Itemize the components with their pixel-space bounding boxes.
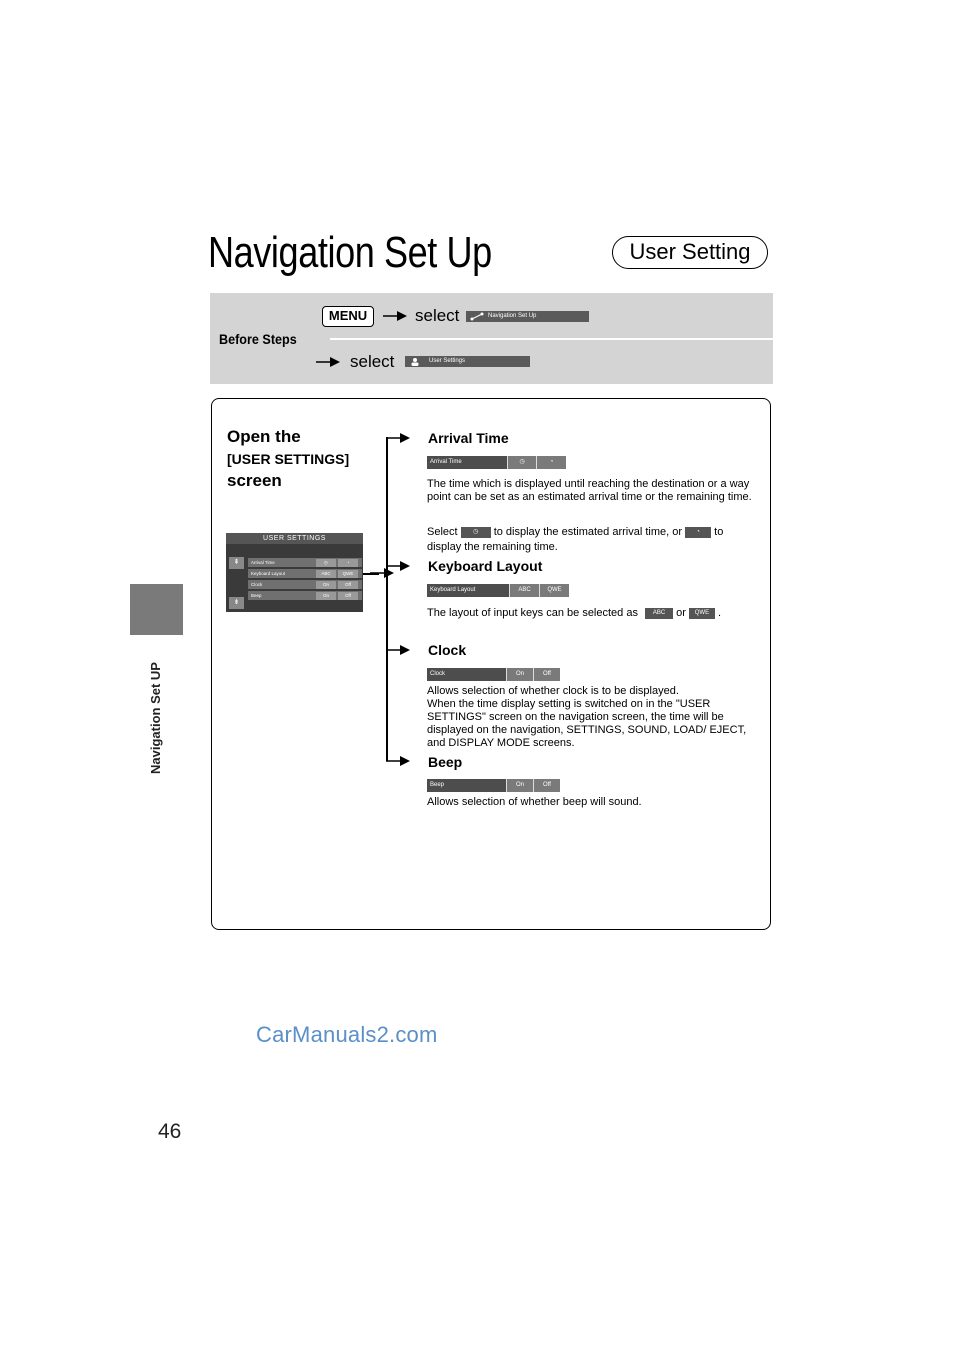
page-title: Navigation Set Up	[208, 228, 492, 277]
screen-opt: Off	[338, 592, 358, 600]
beep-text: Allows selection of whether beep will sound.	[427, 796, 642, 808]
scroll-down-icon: ⇟	[229, 597, 244, 609]
route-icon	[470, 312, 484, 321]
beep-on-option: On	[506, 779, 533, 792]
open-heading-line-1: Open the	[227, 427, 301, 446]
navigation-set-up-button-label: Navigation Set Up	[488, 313, 537, 319]
screen-opt: Off	[338, 581, 358, 589]
screen-opt: On	[316, 581, 336, 589]
screen-opt: ABC	[316, 570, 336, 578]
beep-title: Beep	[428, 754, 463, 770]
navigation-set-up-button	[466, 311, 589, 322]
branch-arrow-icon	[386, 432, 412, 444]
menu-key: MENU	[322, 306, 374, 327]
user-settings-screen	[226, 533, 363, 612]
remaining-clock-icon: ◔	[536, 456, 566, 469]
qwe-option: QWE	[539, 584, 569, 597]
open-heading-line-2: [USER SETTINGS]	[227, 451, 350, 467]
screen-opt: ◔	[338, 559, 358, 567]
open-heading-line-3: screen	[227, 471, 282, 490]
clock-on-option: On	[506, 668, 533, 681]
user-settings-screen-header: USER SETTINGS	[226, 533, 363, 544]
arrival-time-title: Arrival Time	[428, 430, 509, 446]
select-text-2: select	[350, 352, 395, 371]
page-number: 46	[158, 1120, 182, 1143]
step-arrow-icon	[383, 310, 409, 322]
step-arrow-icon	[316, 356, 342, 368]
user-icon	[410, 357, 420, 366]
branch-arrow-icon	[386, 644, 412, 656]
branch-arrow-icon	[386, 560, 412, 572]
clock-bar: Clock	[427, 668, 506, 681]
clock-title: Clock	[428, 642, 467, 658]
keyboard-layout-text: The layout of input keys can be selected as ABC or QWE .	[427, 607, 722, 619]
chapter-tab	[130, 584, 183, 635]
screen-row-clock: Clock	[248, 580, 362, 589]
screen-row-arrival: Arrival Time	[248, 558, 362, 567]
keyboard-layout-title: Keyboard Layout	[428, 558, 543, 574]
open-screen-heading	[227, 426, 349, 492]
beep-off-option: Off	[533, 779, 560, 792]
connector-vertical	[386, 437, 388, 761]
before-steps-label: Before Steps	[219, 331, 297, 347]
screen-opt: QWE	[338, 570, 358, 578]
clock-off-option: Off	[533, 668, 560, 681]
arrival-select-line-2: display the remaining time.	[427, 541, 558, 553]
screen-row-keyboard: Keyboard Layout	[248, 569, 362, 578]
section-badge: User Setting	[612, 236, 768, 269]
beep-bar: Beep	[427, 779, 506, 792]
screen-row-beep: Beep	[248, 591, 362, 600]
before-steps-divider	[330, 338, 773, 340]
screen-opt: ◷	[316, 559, 336, 567]
user-settings-button-label: User Settings	[429, 358, 466, 364]
clock-text: Allows selection of whether clock is to be displayed. When the time display setting is switched on in the "USER SETTINGS" screen on the navigation screen, the time will be displayed on the navigation, SETTINGS, SOUND, LOAD/ EJECT, and DISPLAY MODE screens.	[427, 685, 747, 749]
arrival-clock-icon: ◷	[461, 527, 491, 538]
arrival-time-bar: Arrival Time	[427, 456, 507, 469]
scroll-up-icon: ⇞	[229, 557, 244, 569]
abc-option: ABC	[645, 608, 673, 619]
select-text-1: select	[415, 306, 460, 325]
watermark: CarManuals2.com	[256, 1022, 438, 1047]
arrival-time-text: The time which is displayed until reaching the destination or a way point can be set as an estimated arrival time or the remaining time.	[427, 478, 752, 503]
arrival-clock-icon: ◷	[507, 456, 536, 469]
branch-arrow-icon	[386, 755, 412, 767]
screen-opt: On	[316, 592, 336, 600]
abc-option: ABC	[509, 584, 539, 597]
qwe-option: QWE	[689, 608, 715, 619]
chapter-side-label: Navigation Set UP	[148, 662, 163, 774]
user-settings-button	[405, 356, 530, 367]
arrival-select-line: Select ◷ to display the estimated arrival time, or ◔ to	[427, 526, 724, 538]
keyboard-layout-bar: Keyboard Layout	[427, 584, 509, 597]
remaining-clock-icon: ◔	[685, 527, 711, 538]
